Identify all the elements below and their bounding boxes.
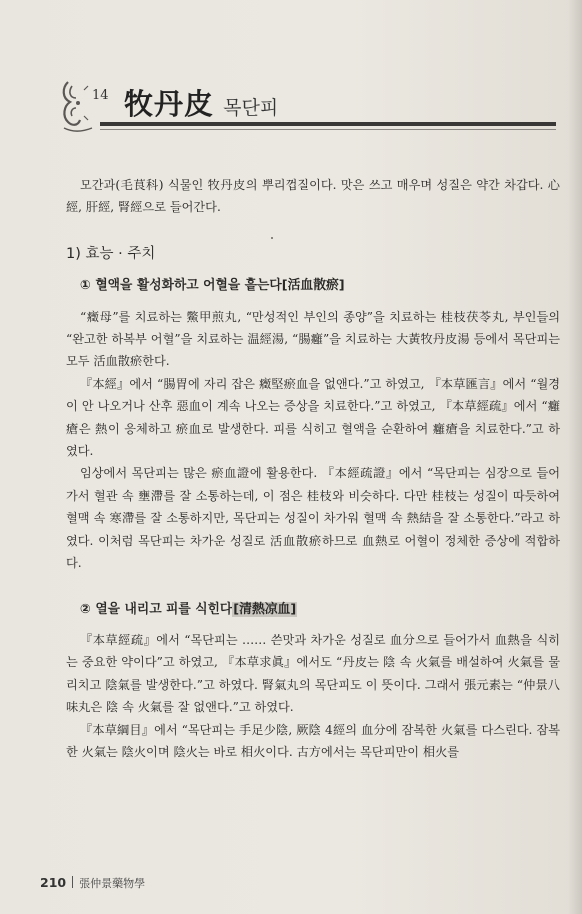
title-rule-thin	[100, 129, 556, 130]
paragraph: 『本經』에서 “腸胃에 자리 잡은 癥堅瘀血을 없앤다.”고 하였고, 『本草匯言』에서 “월경이 안 나오거나 산후 惡血이 계속 나오는 증상을 치료한다.”고 하였고, 『本草經疏』에서 “癰瘡은 熱이 응체하고 瘀血로 발생한다. 피를 식히고 혈액을 순환하여 癰瘡을 치료한다.”고 하였다.	[66, 376, 560, 459]
title-rule-thick	[100, 122, 556, 126]
paragraph: 『本草經疏』에서 “목단피는 …… 쓴맛과 차가운 성질로 血分으로 들어가서 血熱을 식히는 중요한 약이다”고 하였고, 『本草求眞』에서도 “丹皮는 陰 속 火氣를 배설하여 火氣를 물리치고 陰氣를 발생한다.”고 하였다. 腎氣丸의 목단피도 이 뜻이다. 그래서 張元素는 “仲景八味丸은 陰 속 火氣를 잘 없앤다.”고 하였다.	[66, 632, 560, 715]
paragraph: 『本草綱目』에서 “목단피는 手足少陰, 厥陰 4經의 血分에 잠복한 火氣를 다스린다. 잠복한 火氣는 陰火이며 陰火는 바로 相火이다. 古方에서는 목단피만이 相火를	[66, 722, 560, 759]
chapter-number: 14	[92, 88, 109, 103]
subsection-bracket: [活血散瘀]	[281, 278, 345, 294]
page-body	[66, 174, 560, 763]
page-spine-shadow	[568, 0, 582, 914]
title-hanja: 牧丹皮	[124, 87, 215, 121]
section-heading: 1) 효능 · 주치	[66, 245, 156, 262]
book-title: 張仲景藥物學	[79, 877, 146, 890]
footer-separator	[72, 876, 73, 888]
paragraph: “癥母”를 치료하는 鱉甲煎丸, “만성적인 부인의 종양”을 치료하는 桂枝茯苓丸, 부인들의 “완고한 하복부 어혈”을 치료하는 温經湯, “腸癰”을 치료하는 大黃牧丹皮湯 등에서 목단피는 모두 活血散瘀한다.	[66, 309, 560, 369]
intro-paragraph: 모간과(毛茛科) 식물인 牧丹皮의 뿌리껍질이다. 맛은 쓰고 매우며 성질은 약간 차갑다. 心經, 肝經, 腎經으로 들어간다.	[66, 178, 560, 215]
page-number: 210	[40, 875, 67, 890]
subsection-text: 혈액을 활성화하고 어혈을 흩는다	[95, 278, 282, 294]
page-title	[124, 82, 278, 123]
subsection-text: 열을 내리고 피를 식힌다	[95, 601, 233, 617]
subsection-heading-1	[80, 275, 560, 297]
paragraph: 임상에서 목단피는 많은 瘀血證에 활용한다. 『本經疏證』에서 “목단피는 심장으로 들어가서 혈관 속 壅滯를 잘 소통하는데, 이 점은 桂枝와 비슷하다. 다만 桂枝는 성질이 따듯하여 혈맥 속 寒滯를 잘 소통하지만, 목단피는 성질이 차가워 혈맥 속 熱結을 잘 소통한다.”라고 하였다. 이처럼 목단피는 차가운 성질로 活血散瘀하므로 血熱로 어혈이 정체한 증상에 적합하다.	[66, 466, 560, 571]
subsection-number: ①	[80, 278, 91, 294]
chapter-ornament-icon	[58, 76, 102, 138]
subsection-number: ②	[80, 601, 91, 617]
subsection-bracket: [清熱凉血]	[233, 601, 297, 617]
title-korean: 목단피	[223, 97, 279, 119]
page-footer	[40, 872, 145, 891]
subsection-heading-2	[80, 599, 560, 621]
